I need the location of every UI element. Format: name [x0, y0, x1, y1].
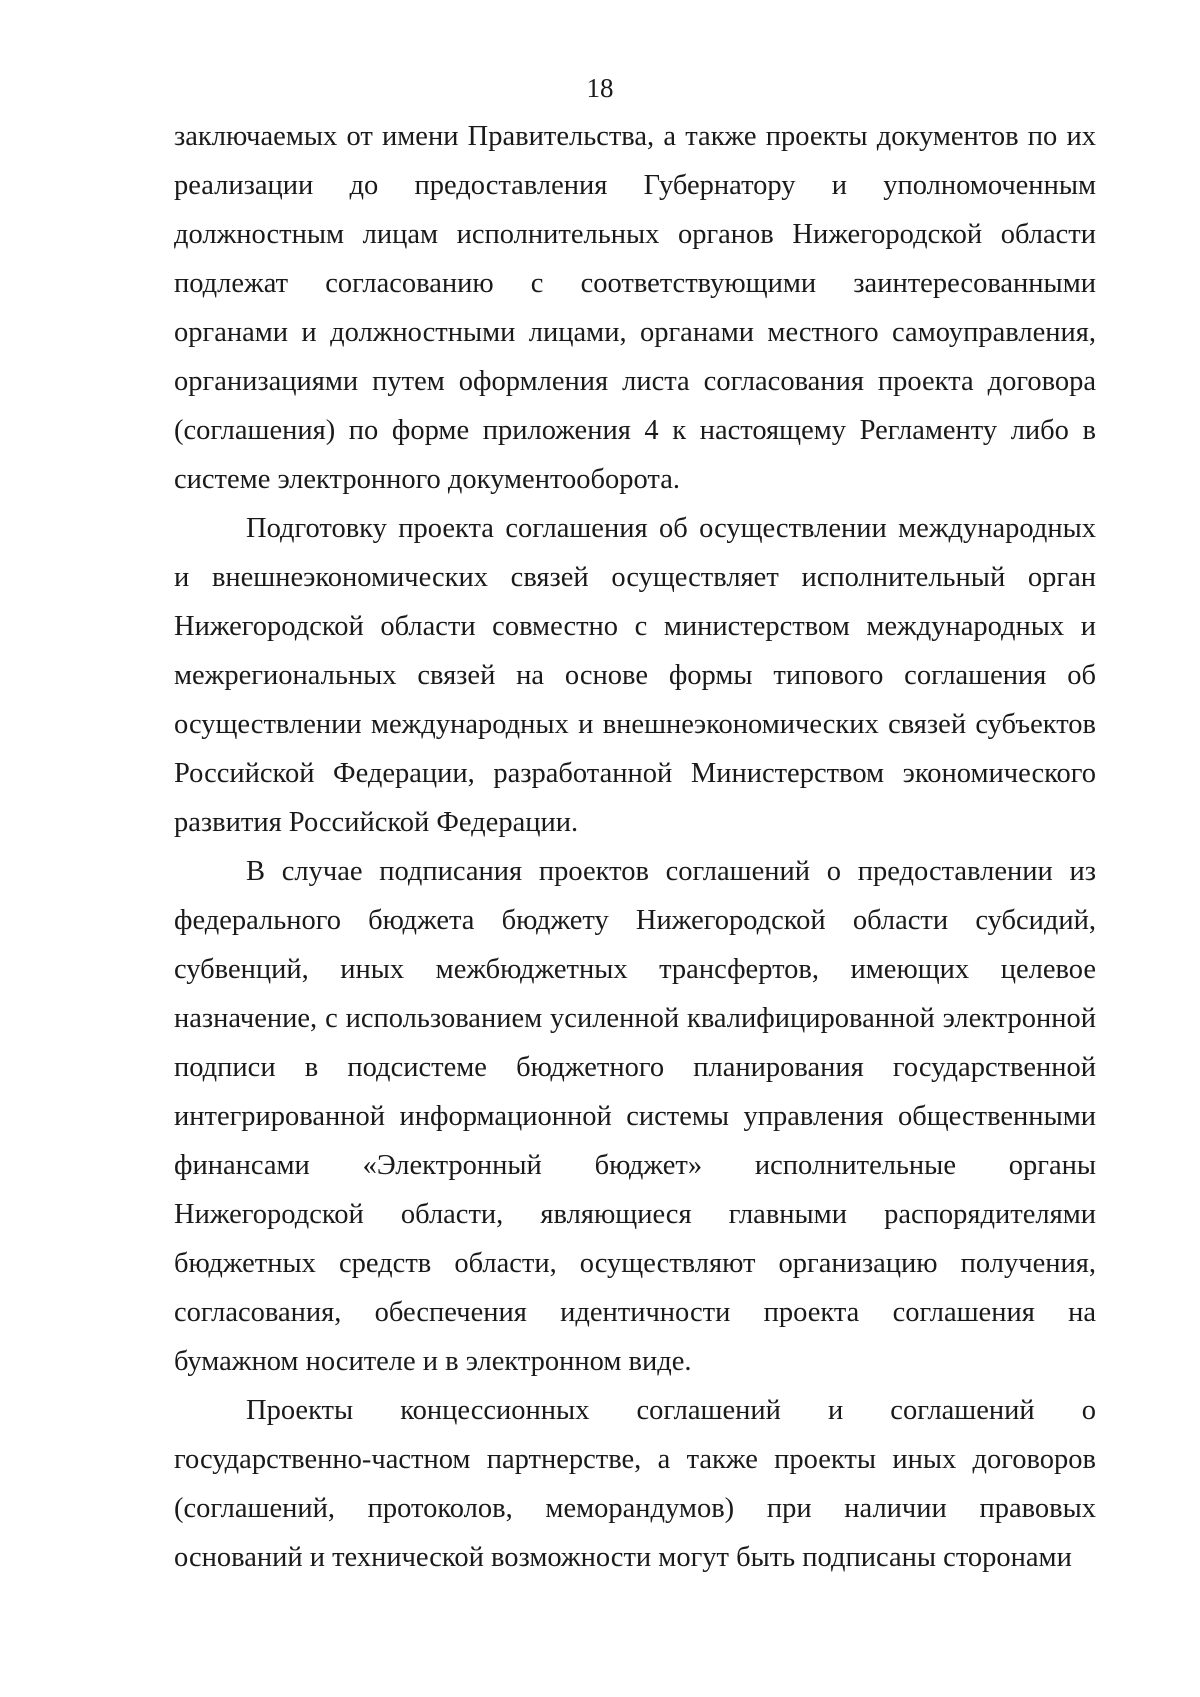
- text-line: назначение, с использованием усиленной квалифицированной электронной: [174, 1003, 1096, 1034]
- text-line: и внешнеэкономических связей осуществляет исполнительный орган: [174, 562, 1096, 593]
- text-line: бюджетных средств области, осуществляют организацию получения,: [174, 1248, 1096, 1279]
- text-line: субвенций, иных межбюджетных трансфертов, имеющих целевое: [174, 954, 1096, 985]
- text-line: оснований и технической возможности могут быть подписаны сторонами: [174, 1542, 1072, 1573]
- text-line: межрегиональных связей на основе формы типового соглашения об: [174, 660, 1096, 691]
- text-line: финансами «Электронный бюджет» исполнительные органы: [174, 1150, 1096, 1181]
- text-line: Нижегородской области совместно с министерством международных и: [174, 611, 1096, 642]
- text-line: заключаемых от имени Правительства, а также проекты документов по их: [174, 121, 1096, 152]
- text-line: реализации до предоставления Губернатору и уполномоченным: [174, 170, 1096, 201]
- text-line: системе электронного документооборота.: [174, 464, 680, 495]
- text-line: Проекты концессионных соглашений и соглашений о: [246, 1395, 1096, 1426]
- paragraph-1: [174, 112, 1096, 504]
- text-line: должностным лицам исполнительных органов Нижегородской области: [174, 219, 1096, 250]
- paragraph-4: [174, 1386, 1096, 1582]
- page-number: 18: [586, 73, 614, 103]
- text-line: органами и должностными лицами, органами местного самоуправления,: [174, 317, 1096, 348]
- text-line: (соглашений, протоколов, меморандумов) при наличии правовых: [174, 1493, 1096, 1524]
- text-line: осуществлении международных и внешнеэкономических связей субъектов: [174, 709, 1096, 740]
- text-line: Нижегородской области, являющиеся главными распорядителями: [174, 1199, 1096, 1230]
- text-line: подписи в подсистеме бюджетного планирования государственной: [174, 1052, 1096, 1083]
- text-line: федерального бюджета бюджету Нижегородской области субсидий,: [174, 905, 1096, 936]
- document-body: [174, 112, 1096, 1582]
- text-line: интегрированной информационной системы управления общественными: [174, 1101, 1096, 1132]
- text-line: бумажном носителе и в электронном виде.: [174, 1346, 692, 1377]
- text-line: подлежат согласованию с соответствующими заинтересованными: [174, 268, 1096, 299]
- text-line: организациями путем оформления листа согласования проекта договора: [174, 366, 1096, 397]
- text-line: согласования, обеспечения идентичности проекта соглашения на: [174, 1297, 1096, 1328]
- paragraph-3: [174, 847, 1096, 1386]
- text-line: В случае подписания проектов соглашений о предоставлении из: [246, 856, 1096, 887]
- text-line: Подготовку проекта соглашения об осуществлении международных: [246, 513, 1096, 544]
- text-line: Российской Федерации, разработанной Министерством экономического: [174, 758, 1096, 789]
- paragraph-2: [174, 504, 1096, 847]
- text-line: государственно-частном партнерстве, а также проекты иных договоров: [174, 1444, 1096, 1475]
- text-line: развития Российской Федерации.: [174, 807, 579, 838]
- text-line: (соглашения) по форме приложения 4 к настоящему Регламенту либо в: [174, 415, 1096, 446]
